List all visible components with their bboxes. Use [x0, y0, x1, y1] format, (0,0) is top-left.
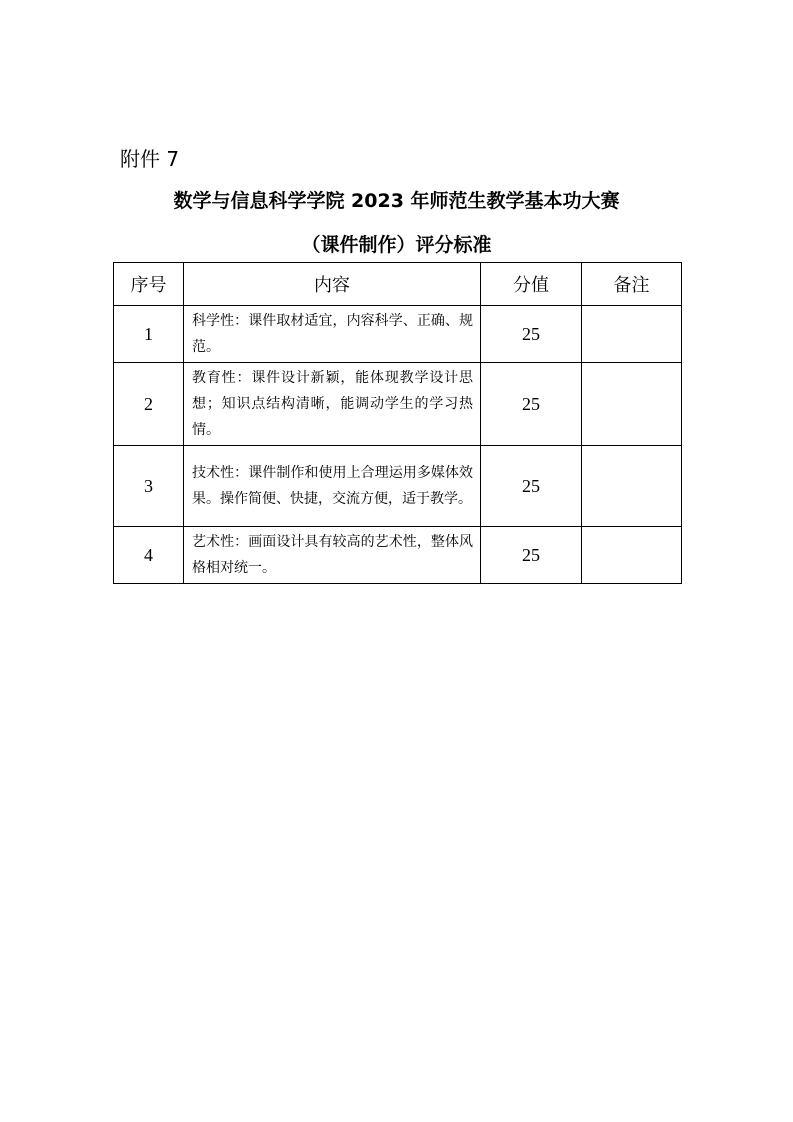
- row-content: 技术性：课件制作和使用上合理运用多媒体效果。操作简便、快捷，交流方便，适于教学。: [184, 446, 481, 527]
- row-number: 1: [114, 306, 184, 363]
- table-header-row: [114, 263, 682, 306]
- table-row: [114, 527, 682, 584]
- attachment-label: 附件 7: [120, 147, 180, 171]
- table-row: [114, 306, 682, 363]
- table-row: [114, 446, 682, 527]
- row-note: [582, 363, 682, 446]
- row-number: 2: [114, 363, 184, 446]
- row-content: 艺术性：画面设计具有较高的艺术性，整体风格相对统一。: [184, 527, 481, 584]
- row-score: 25: [481, 446, 582, 527]
- document-title: 数学与信息科学学院 2023 年师范生教学基本功大赛: [173, 190, 620, 212]
- row-score: 25: [481, 306, 582, 363]
- row-score: 25: [481, 527, 582, 584]
- row-content: 科学性：课件取材适宜，内容科学、正确、规范。: [184, 306, 481, 363]
- column-header-number: 序号: [114, 263, 184, 306]
- document-subtitle: （课件制作）评分标准: [301, 234, 492, 256]
- row-content: 教育性：课件设计新颖，能体现教学设计思想；知识点结构清晰，能调动学生的学习热情。: [184, 363, 481, 446]
- row-score: 25: [481, 363, 582, 446]
- scoring-table: [113, 262, 682, 584]
- table-row: [114, 363, 682, 446]
- row-note: [582, 527, 682, 584]
- row-note: [582, 446, 682, 527]
- row-note: [582, 306, 682, 363]
- column-header-score: 分值: [481, 263, 582, 306]
- column-header-content: 内容: [184, 263, 481, 306]
- row-number: 4: [114, 527, 184, 584]
- row-number: 3: [114, 446, 184, 527]
- column-header-notes: 备注: [582, 263, 682, 306]
